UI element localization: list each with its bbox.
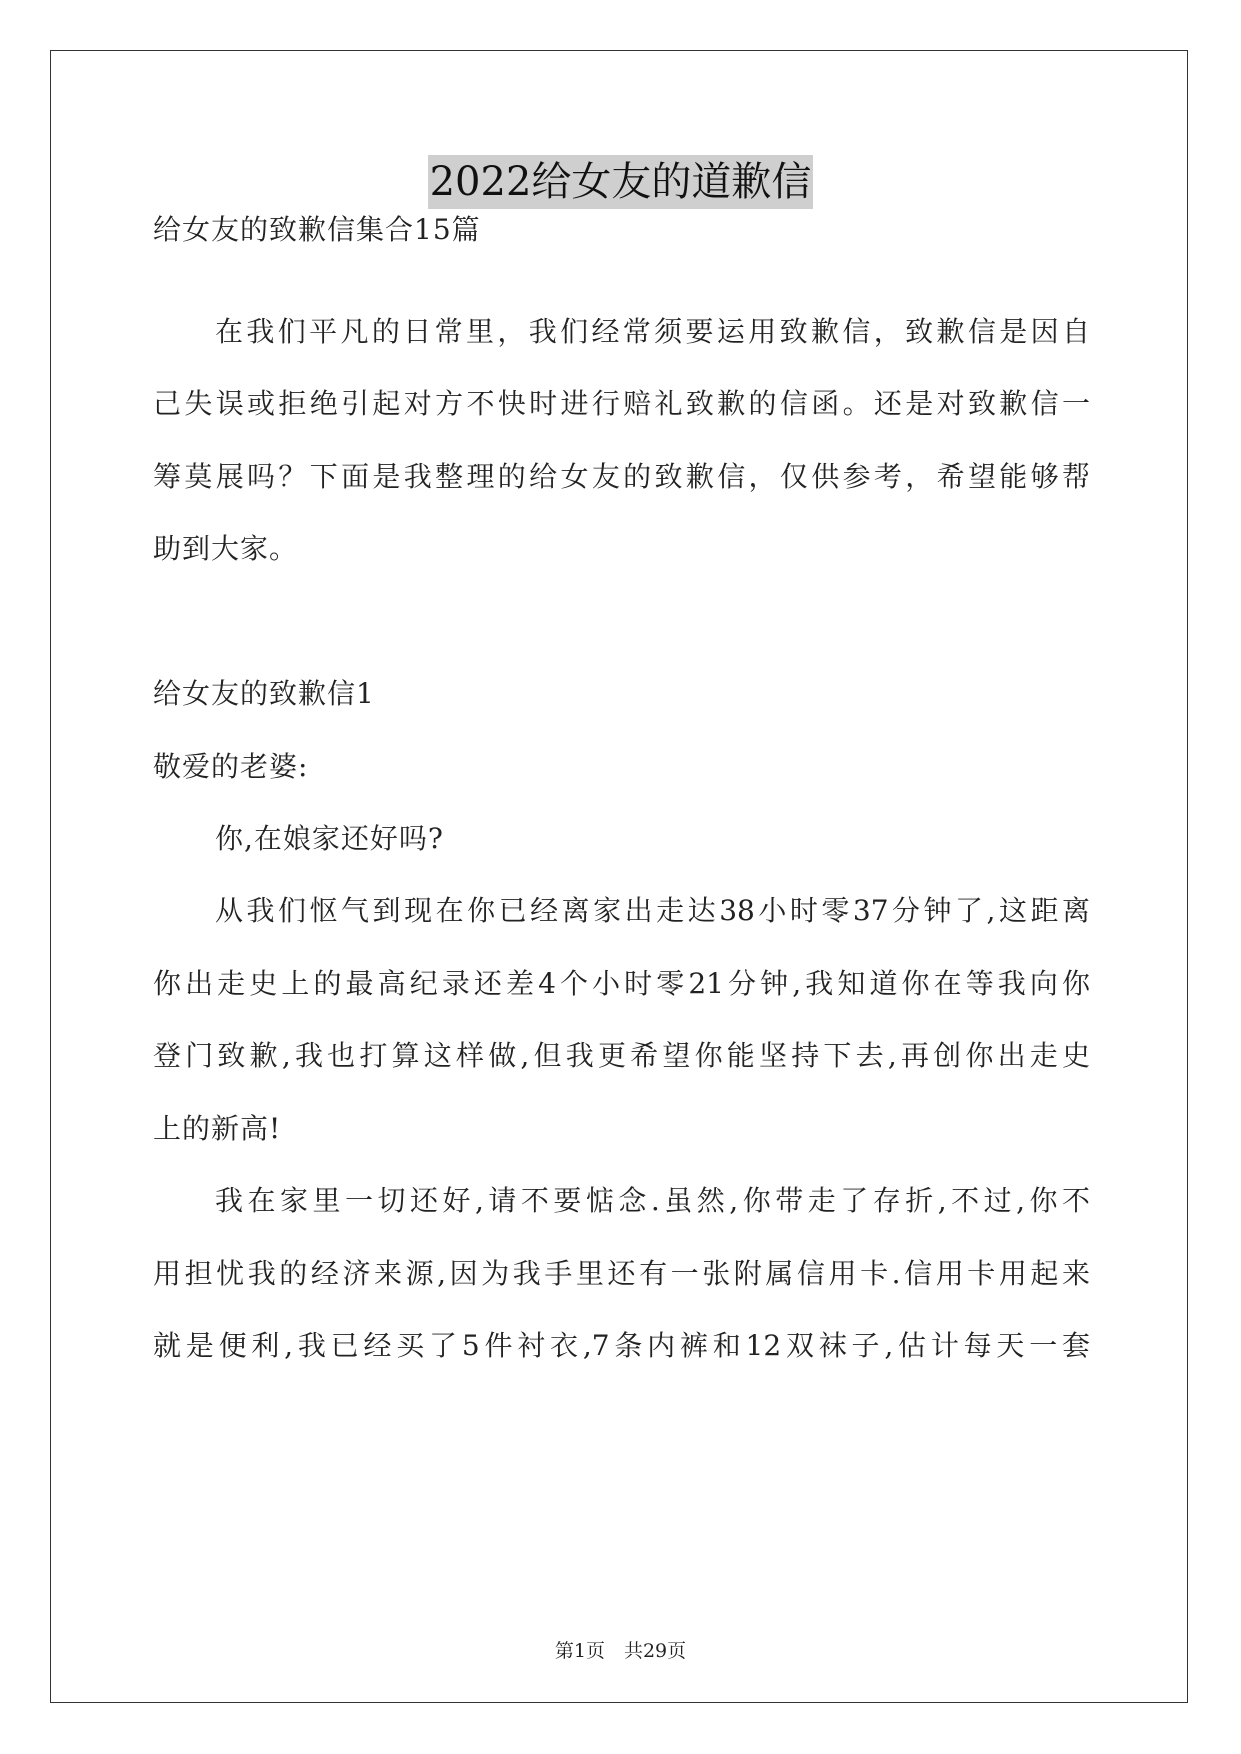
section-heading: 给女友的致歉信1	[153, 677, 375, 710]
paragraph-line: 从我们怄气到现在你已经离家出走达38小时零37分钟了,这距离	[215, 894, 1090, 927]
document-subtitle: 给女友的致歉信集合15篇	[153, 213, 481, 246]
paragraph-line: 用担忧我的经济来源,因为我手里还有一张附属信用卡.信用卡用起来	[153, 1257, 1090, 1290]
intro-line: 在我们平凡的日常里，我们经常须要运用致歉信，致歉信是因自	[215, 315, 1090, 348]
paragraph-line: 上的新高!	[153, 1112, 282, 1145]
title-container	[0, 155, 1241, 209]
page-number: 第1页 共29页	[554, 1640, 687, 1662]
document-title: 2022给女友的道歉信	[428, 155, 814, 209]
page-border	[50, 50, 1188, 1703]
paragraph-line: 你出走史上的最高纪录还差4个小时零21分钟,我知道你在等我向你	[153, 967, 1090, 1000]
paragraph-line: 登门致歉,我也打算这样做,但我更希望你能坚持下去,再创你出走史	[153, 1039, 1090, 1072]
paragraph-line: 我在家里一切还好,请不要惦念.虽然,你带走了存折,不过,你不	[215, 1184, 1090, 1217]
intro-line: 己失误或拒绝引起对方不快时进行赔礼致歉的信函。还是对致歉信一	[153, 387, 1090, 420]
intro-line: 筹莫展吗？下面是我整理的给女友的致歉信，仅供参考，希望能够帮	[153, 460, 1090, 493]
intro-line: 助到大家。	[153, 532, 299, 565]
greeting: 你,在娘家还好吗?	[215, 822, 444, 855]
paragraph-line: 就是便利,我已经买了5件衬衣,7条内裤和12双袜子,估计每天一套	[153, 1329, 1090, 1362]
salutation: 敬爱的老婆:	[153, 750, 309, 783]
